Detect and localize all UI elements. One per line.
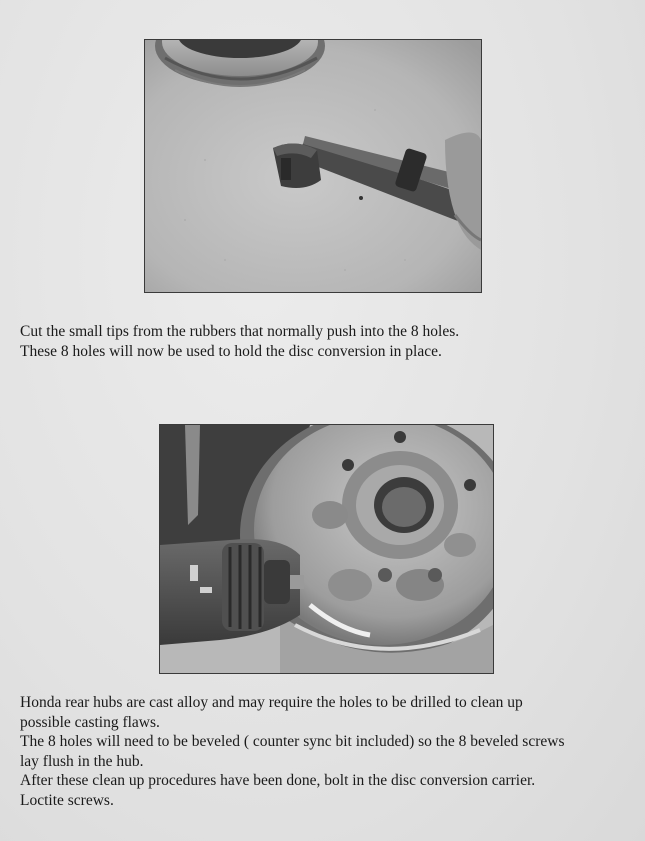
paragraph-2-line-2: possible casting flaws. bbox=[20, 713, 160, 731]
photo-rubber-tips bbox=[145, 40, 481, 292]
paragraph-1-line-2: These 8 holes will now be used to hold the disc conversion in place. bbox=[20, 342, 442, 360]
photo-drilling-hub bbox=[160, 425, 493, 673]
paragraph-1-line-1: Cut the small tips from the rubbers that normally push into the 8 holes. bbox=[20, 323, 460, 340]
paragraph-2-line-3: The 8 holes will need to be beveled ( counter sync bit included) so the 8 beveled screws bbox=[20, 733, 565, 750]
paragraph-2-line-4: lay flush in the hub. bbox=[20, 752, 144, 770]
paragraph-1 bbox=[20, 322, 630, 361]
photo-rubber-tips-image bbox=[145, 40, 481, 292]
paragraph-2-line-1: Honda rear hubs are cast alloy and may require the holes to be drilled to clean up bbox=[20, 694, 523, 711]
paragraph-2-line-6: Loctite screws. bbox=[20, 791, 114, 809]
paragraph-2 bbox=[20, 693, 630, 810]
paragraph-2-line-5: After these clean up procedures have been done, bolt in the disc conversion carrier. bbox=[20, 772, 536, 789]
photo-drilling-hub-image bbox=[160, 425, 493, 673]
